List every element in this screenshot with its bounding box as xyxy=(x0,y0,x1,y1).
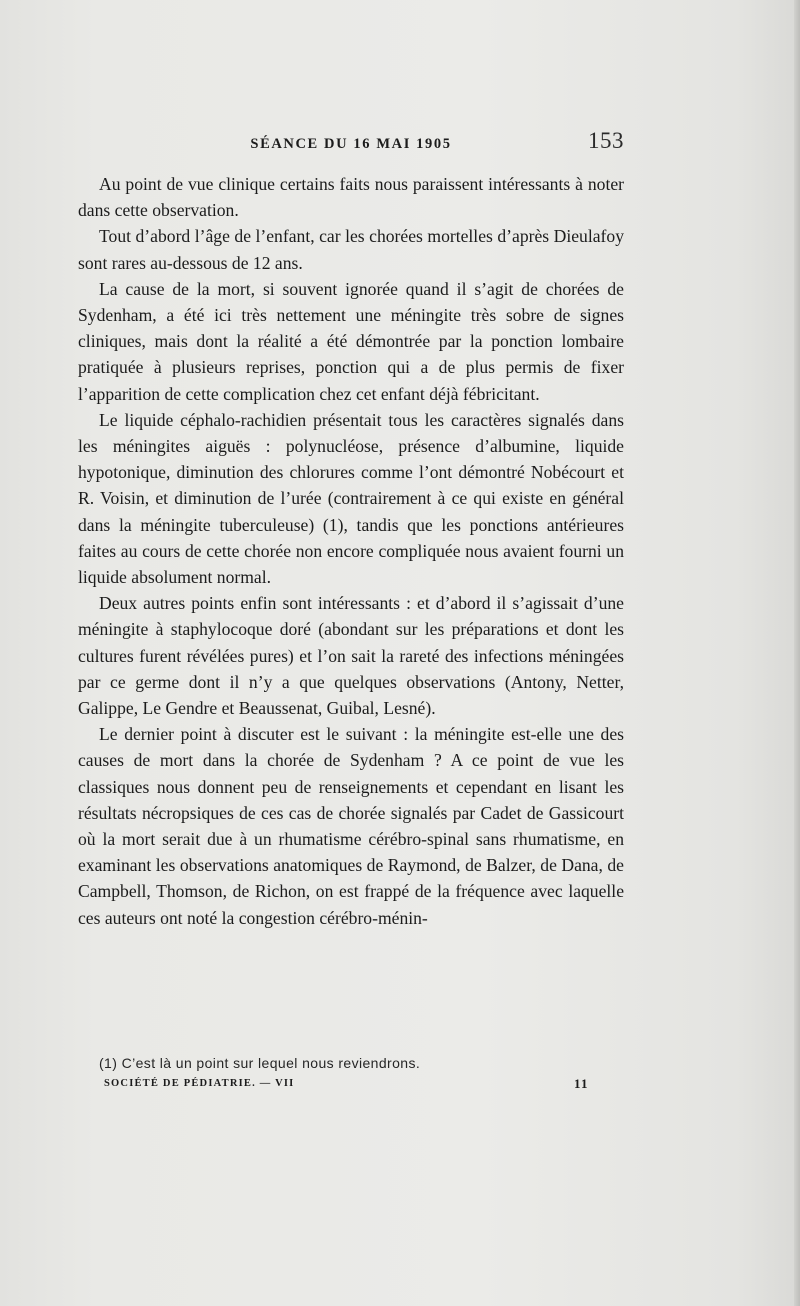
page-edge-shadow xyxy=(794,0,800,1306)
paragraph-cerebrospinal-fluid: Le liquide céphalo-rachidien présentait tous les caractères signalés dans les méningites aiguës : polynucléose, présence d’albumine, liquide hypotonique, diminution des chlorures comme l’ont démontré Nobécourt et R. Voisin, et diminution de l’urée (contrairement à ce qui existe en général dans la méningite tuberculeuse) (1), tandis que les ponctions antérieures faites au cours de cette chorée non encore compliquée nous avaient fourni un liquide absolument normal. xyxy=(78,409,624,588)
footnote: (1) C’est là un point sur lequel nous reviendrons. xyxy=(99,1055,421,1071)
signature-line xyxy=(78,1076,624,1094)
body-text xyxy=(78,171,624,931)
paragraph-clinical-facts: Au point de vue clinique certains faits nous paraissent intéressants à noter dans cette observation. xyxy=(78,174,624,221)
page-header xyxy=(78,128,624,160)
paragraph-last-point: Le dernier point à discuter est le suivant : la méningite est-elle une des causes de mort dans la chorée de Sydenham ? A ce point de vue les classiques nous donnent peu de renseignements et cependant en lisant les résultats nécropsiques de ces cas de chorée signalés par Cadet de Gassicourt où la mort serait due à un rhumatisme cérébro-spinal sans rhumatisme, en examinant les observations anatomiques de Raymond, de Balzer, de Dana, de Campbell, Thomson, de Richon, on est frappé de la fréquence avec laquelle ces auteurs ont noté la congestion cérébro-ménin- xyxy=(78,724,624,928)
paragraph-cause-of-death: La cause de la mort, si souvent ignorée quand il s’agit de chorées de Sydenham, a été ici très nettement une méningite très sobre de signes cliniques, mais dont la réalité a été démontrée par la ponction lombaire pratiquée à plusieurs reprises, ponction qui a de plus permis de fixer l’apparition de cette complication chez cet enfant déjà fébricitant. xyxy=(78,278,624,404)
page-number: 153 xyxy=(588,128,624,153)
signature-number: 11 xyxy=(574,1076,589,1091)
paragraph-child-age: Tout d’abord l’âge de l’enfant, car les chorées mortelles d’après Dieulafoy sont rares au-dessous de 12 ans. xyxy=(78,226,624,273)
running-head: SÉANCE DU 16 MAI 1905 xyxy=(250,136,452,152)
signature-mark: SOCIÉTÉ DE PÉDIATRIE. — VII xyxy=(104,1078,295,1089)
page-footer xyxy=(78,1054,624,1094)
paragraph-staphylococcus: Deux autres points enfin sont intéressants : et d’abord il s’agissait d’une méningite à staphylocoque doré (abondant sur les préparations et dont les cultures furent révélées pures) et l’on sait la rareté des infections méningées par ce germe dont il n’y a que quelques observations (Antony, Netter, Galippe, Le Gendre et Beaussenat, Guibal, Lesné). xyxy=(78,593,624,719)
